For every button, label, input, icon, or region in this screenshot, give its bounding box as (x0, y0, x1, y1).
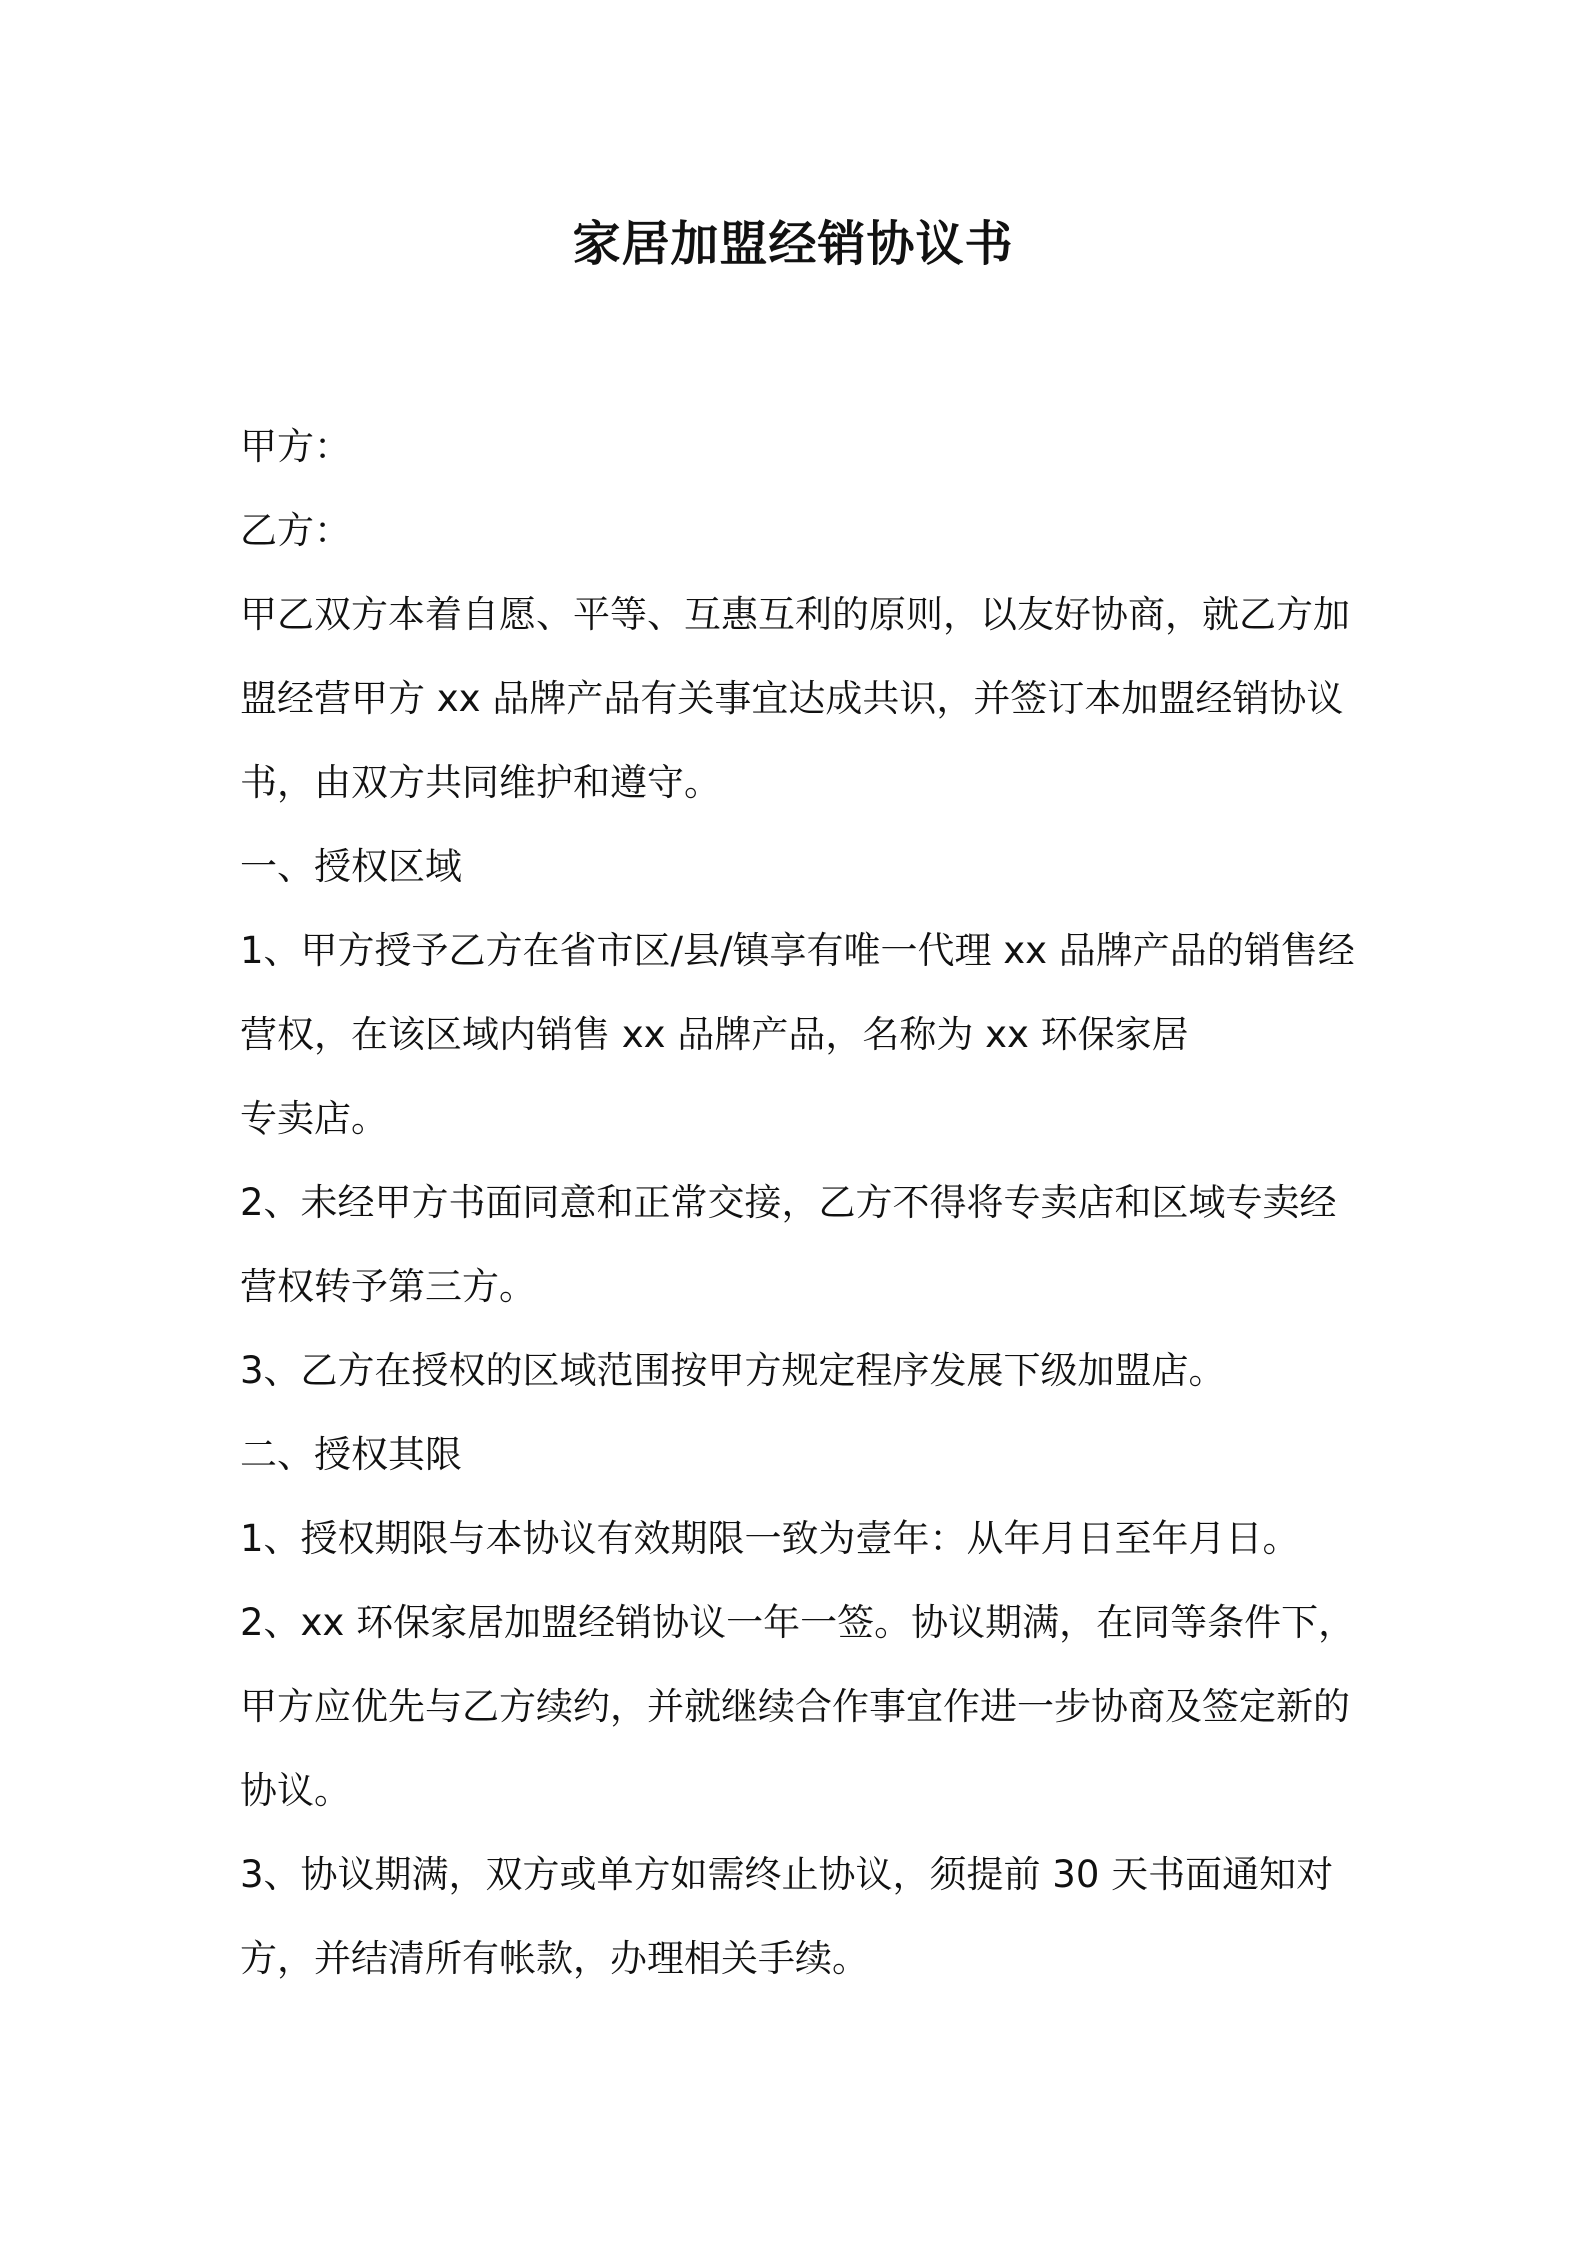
preamble-line: 盟经营甲方 xx 品牌产品有关事宜达成共识，并签订本加盟经销协议 (240, 677, 1344, 720)
clause-line: 1、甲方授予乙方在省市区/县/镇享有唯一代理 xx 品牌产品的销售经 (240, 929, 1355, 972)
clause-line: 1、授权期限与本协议有效期限一致为壹年：从年月日至年月日。 (240, 1517, 1300, 1560)
clause-line: 营权，在该区域内销售 xx 品牌产品，名称为 xx 环保家居 (240, 1013, 1189, 1056)
document-body (240, 405, 1360, 2001)
clause-line: 2、未经甲方书面同意和正常交接，乙方不得将专卖店和区域专卖经 (240, 1181, 1337, 1224)
section-heading-authorization-term: 二、授权其限 (240, 1433, 462, 1476)
preamble-line: 甲乙双方本着自愿、平等、互惠互利的原则，以友好协商，就乙方加 (240, 593, 1350, 636)
document-title: 家居加盟经销协议书 (572, 216, 1014, 272)
party-b-line: 乙方： (240, 509, 351, 552)
clause-line: 营权转予第三方。 (240, 1265, 536, 1308)
clause-line: 专卖店。 (240, 1097, 388, 1140)
clause-line: 2、xx 环保家居加盟经销协议一年一签。协议期满，在同等条件下， (240, 1601, 1356, 1644)
clause-line: 3、协议期满，双方或单方如需终止协议，须提前 30 天书面通知对 (240, 1853, 1334, 1896)
clause-line: 甲方应优先与乙方续约，并就继续合作事宜作进一步协商及签定新的 (240, 1685, 1350, 1728)
clause-line: 协议。 (240, 1769, 351, 1812)
preamble-line: 书，由双方共同维护和遵守。 (240, 761, 721, 804)
clause-line: 3、乙方在授权的区域范围按甲方规定程序发展下级加盟店。 (240, 1349, 1226, 1392)
section-heading-authorized-region: 一、授权区域 (240, 845, 462, 888)
clause-line: 方，并结清所有帐款，办理相关手续。 (240, 1937, 869, 1980)
party-a-line: 甲方： (240, 425, 351, 468)
